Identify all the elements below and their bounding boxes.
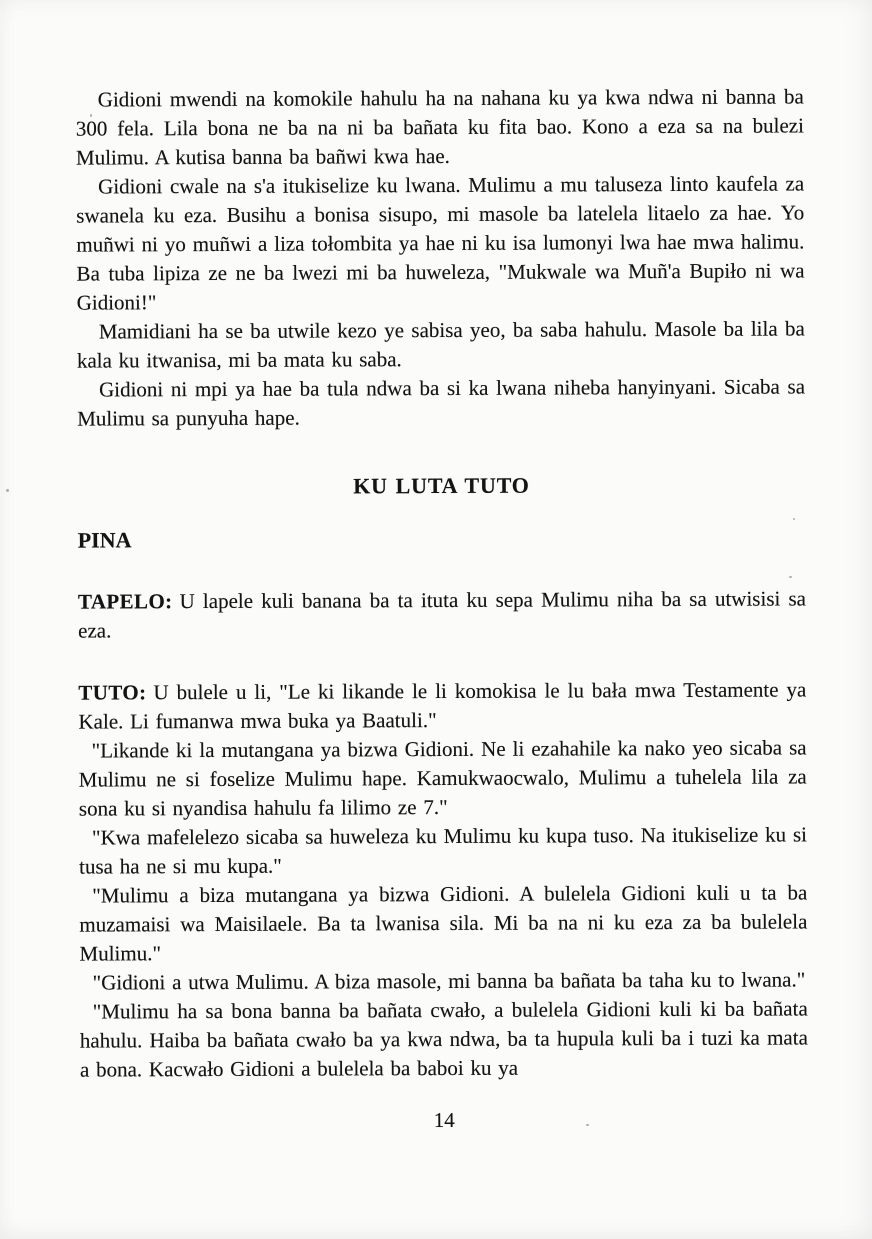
page-text-block — [76, 82, 809, 1136]
tuto-paragraph: "Kwa mafelelezo sicaba sa huweleza ku Mulimu ku kupa tuso. Na itukiselize ku si tusa ha ne si mu kupa." — [79, 822, 808, 879]
tuto-label: TUTO: — [78, 680, 147, 705]
tuto-paragraph: "Mulimu a biza mutangana ya bizwa Gidioni. A bulelela Gidioni kuli u ta ba muzamaisi wa Maisilaele. Ba ta lwanisa sila. Mi ba na ni ku eza za ba bulelela Mulimu." — [79, 880, 808, 966]
tuto-lead-text: U bulele u li, "Le ki likande le li komokisa le lu bała mwa Testamente ya Kale. Li fumanwa mwa buka ya Baatuli." — [78, 677, 807, 734]
tapelo-label: TAPELO: — [77, 589, 173, 614]
story-paragraph: Gidioni cwale na s'a itukiselize ku lwana. Mulimu a mu taluseza linto kaufela za swanela ku eza. Busihu a bonisa sisupo, mi masole ba latelela litaelo za hae. Yo muñwi ni yo muñwi a liza tołombita ya hae ni ku isa lumonyi lwa hae mwa halimu. Ba tuba lipiza ze ne ba lwezi mi ba huweleza, "Mukwale wa Muñ'a Bupiło ni wa Gidioni!" — [76, 171, 805, 315]
page-number: 14 — [433, 1107, 455, 1133]
story-paragraph: Gidioni mwendi na komokile hahulu ha na nahana ku ya kwa ndwa ni banna ba 300 fela. Lila bona ne ba na ni ba bañata ku fita bao. Kono a eza sa na bulezi Mulimu. A kutisa banna ba bañwi kwa hae. — [75, 84, 804, 170]
tuto-paragraph: "Likande ki la mutangana ya bizwa Gidioni. Ne li ezahahile ka nako yeo sicaba sa Mulimu ne si foselize Mulimu hape. Kamukwaocwalo, Mulimu a tuhelela lila za sona ku si nyandisa hahulu fa lilimo ze 7." — [78, 735, 807, 821]
tuto-paragraph: "Gidioni a utwa Mulimu. A biza masole, mi banna ba bañata ba taha ku to lwana." — [92, 967, 806, 995]
tapelo-paragraph — [78, 584, 806, 645]
scan-speck — [6, 489, 9, 492]
story-paragraph: Mamidiani ha se ba utwile kezo ye sabisa yeo, ba saba hahulu. Masole ba lila ba kala ku itwanisa, mi ba mata ku saba. — [76, 316, 805, 373]
tuto-paragraph: "Mulimu ha sa bona banna ba bañata cwało, a bulelela Gidioni kuli ki ba bañata hahulu. Haiba ba bañata cwało ba ya kwa ndwa, ba ta hupula kuli ba i tuzi ka mata a bona. Kacwało Gidioni a bulelela ba baboi ku ya — [79, 996, 808, 1082]
tuto-lead-paragraph — [78, 675, 806, 736]
story-paragraph: Gidioni ni mpi ya hae ba tula ndwa ba si ka lwana niheba hanyinyani. Sicaba sa Mulimu sa punyuha hape. — [77, 374, 806, 431]
subsection-heading-pina: PINA — [77, 527, 132, 553]
section-heading: KU LUTA TUTO — [353, 472, 530, 499]
tapelo-text: U lapele kuli banana ba ta ituta ku sepa Mulimu niha ba sa utwisisi sa eza. — [78, 586, 807, 643]
